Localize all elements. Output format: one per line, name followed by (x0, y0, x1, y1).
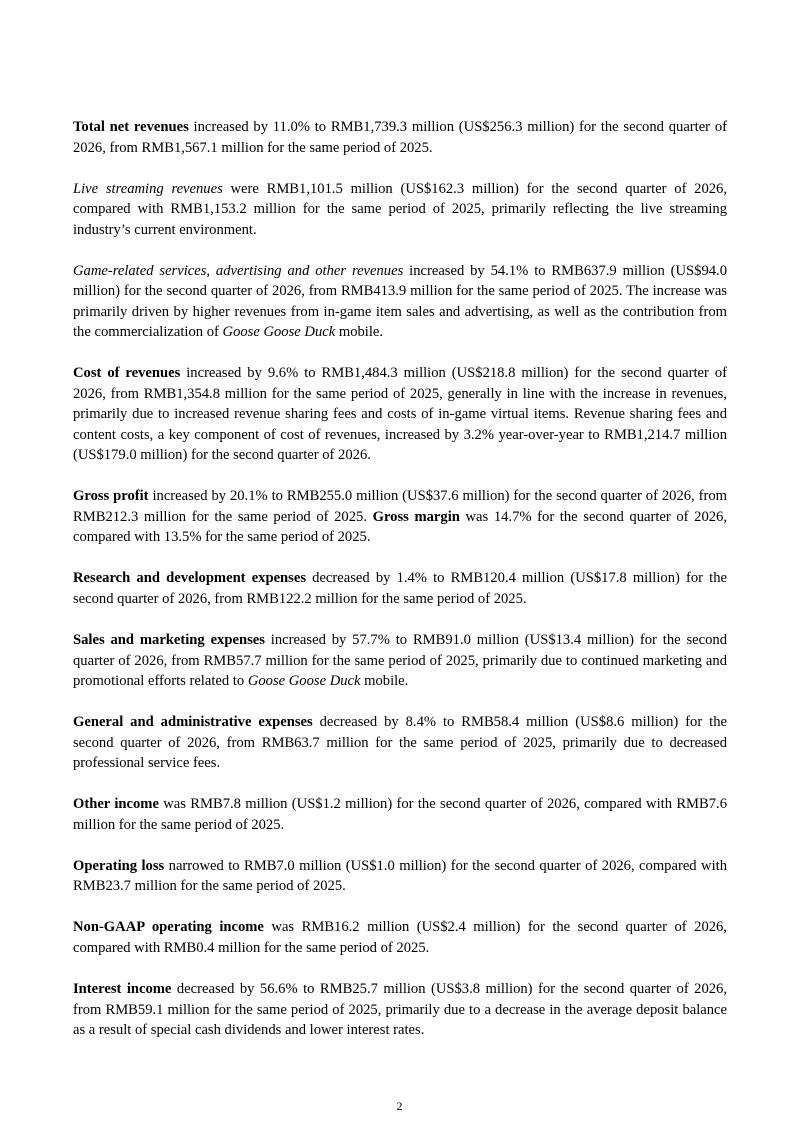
paragraph-other-income (73, 794, 727, 835)
paragraph-text: increased by 57.7% to RMB91.0 million (US$13.4 million) for the second quarter of 2026, from RMB57.7 million for the same period of 2025, primarily due to continued marketing and promotional efforts related to (73, 632, 727, 690)
paragraph-research-development (73, 568, 727, 609)
document-body (73, 117, 727, 1061)
paragraph-text: was RMB7.8 million (US$1.2 million) for the second quarter of 2026, compared with RMB7.6 million for the same period of 2025. (73, 796, 727, 833)
paragraph-lead: Non-GAAP operating income (73, 919, 264, 936)
paragraph-text: decreased by 1.4% to RMB120.4 million (US$17.8 million) for the second quarter of 2026, from RMB122.2 million for the same period of 2025. (73, 570, 727, 607)
paragraph-text: decreased by 8.4% to RMB58.4 million (US$8.6 million) for the second quarter of 2026, from RMB63.7 million for the same period of 2025, primarily due to decreased professional service fees. (73, 714, 727, 772)
paragraph-lead: Operating loss (73, 857, 165, 874)
paragraph-general-administrative (73, 712, 727, 774)
paragraph-operating-loss (73, 856, 727, 897)
paragraph-lead: Cost of revenues (73, 365, 181, 382)
paragraph-sales-marketing (73, 630, 727, 692)
paragraph-text: increased by 11.0% to RMB1,739.3 million (US$256.3 million) for the second quarter of 2026, from RMB1,567.1 million for the same period of 2025. (73, 119, 727, 156)
paragraph-game-related-revenues (73, 261, 727, 343)
paragraph-non-gaap-operating-income (73, 917, 727, 958)
paragraph-lead-2: Gross margin (372, 508, 460, 525)
paragraph-text: narrowed to RMB7.0 million (US$1.0 million) for the second quarter of 2026, compared with RMB23.7 million for the same period of 2025. (73, 857, 727, 895)
paragraph-total-net-revenues (73, 117, 727, 158)
paragraph-text: was RMB16.2 million (US$2.4 million) for the second quarter of 2026, compared with RMB0.4 million for the same period of 2025. (73, 919, 727, 956)
paragraph-lead: Game-related services, advertising and other revenues (73, 262, 404, 279)
paragraph-text: were RMB1,101.5 million (US$162.3 million) for the second quarter of 2026, compared with RMB1,153.2 million for the same period of 2025, primarily reflecting the live streaming industry’s current environment. (73, 180, 728, 238)
paragraph-text: decreased by 56.6% to RMB25.7 million (US$3.8 million) for the second quarter of 2026, from RMB59.1 million for the same period of 2025, primarily due to a decrease in the average deposit balance as a result of special cash dividends and lower interest rates. (73, 981, 728, 1039)
paragraph-lead: Sales and marketing expenses (73, 632, 265, 649)
paragraph-lead: Research and development expenses (73, 570, 307, 587)
paragraph-text: increased by 54.1% to RMB637.9 million (US$94.0 million) for the second quarter of 2026, from RMB413.9 million for the same period of 2025. The increase was primarily driven by higher revenues from in-game item sales and advertising, as well as the contribution from the commercialization of (73, 262, 727, 341)
paragraph-lead: Total net revenues (73, 119, 189, 135)
paragraph-text: increased by 9.6% to RMB1,484.3 million (US$218.8 million) for the second quarter of 2026, from RMB1,354.8 million for the same period of 2025, generally in line with the increase in revenues, primarily due to increased revenue sharing fees and costs of in-game virtual items. Revenue sharing fees and content costs, a key component of cost of revenues, increased by 3.2% year-over-year to RMB1,214.7 million (US$179.0 million) for the second quarter of 2026. (73, 365, 728, 464)
paragraph-cost-of-revenues (73, 363, 727, 466)
paragraph-live-streaming-revenues (73, 179, 727, 241)
paragraph-italic: Goose Goose Duck (222, 324, 336, 341)
paragraph-lead: Gross profit (73, 488, 149, 505)
paragraph-lead: Live streaming revenues (73, 180, 223, 197)
paragraph-lead: Interest income (73, 981, 172, 998)
paragraph-italic: Goose Goose Duck (247, 673, 361, 690)
paragraph-tail: mobile. (335, 324, 384, 341)
page-number: 2 (396, 1099, 403, 1113)
paragraph-lead: General and administrative expenses (73, 714, 313, 731)
paragraph-text: increased by 20.1% to RMB255.0 million (US$37.6 million) for the second quarter of 2026, from RMB212.3 million for the same period of 2025. (73, 488, 727, 525)
paragraph-lead: Other income (73, 796, 159, 813)
paragraph-tail: mobile. (360, 673, 409, 690)
paragraph-text-2: was 14.7% for the second quarter of 2026, compared with 13.5% for the same period of 2025. (73, 508, 728, 546)
paragraph-gross-profit (73, 486, 727, 548)
paragraph-interest-income (73, 979, 727, 1041)
